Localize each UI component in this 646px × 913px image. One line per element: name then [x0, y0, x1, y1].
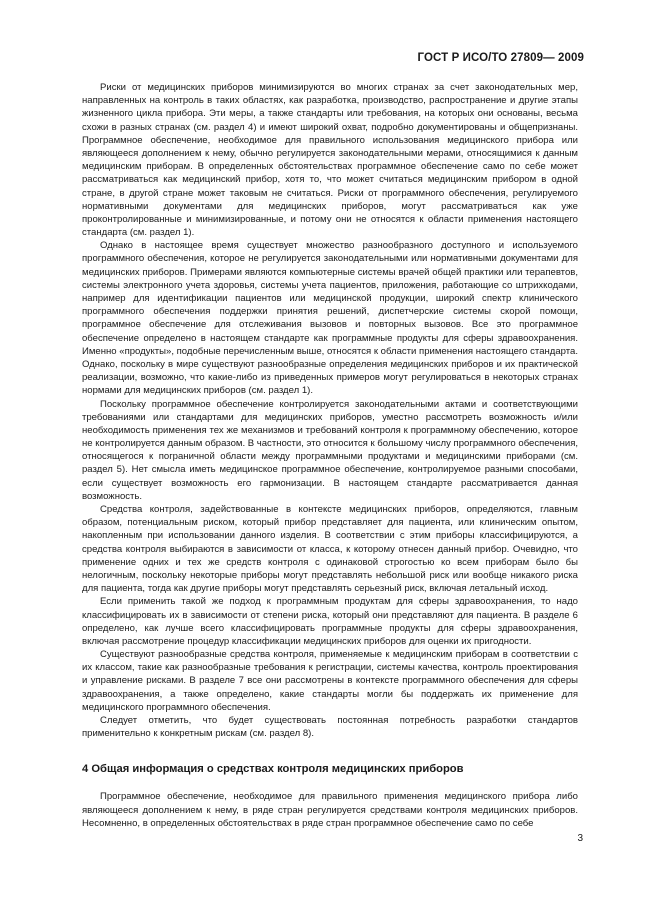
- standard-code-header: ГОСТ Р ИСО/ТО 27809— 2009: [417, 52, 584, 64]
- paragraph: Программное обеспечение, необходимое для правильного применения медицинского прибора либо являющееся дополнением к нему, в ряде стран регулируется средствами контроля медицинских приборов. Несомненно, в определенных обстоятельствах в ряде стран программное обеспечение само по себе: [82, 791, 578, 829]
- paragraph: Поскольку программное обеспечение контролируется законодательными актами и соответствующими требованиями или стандартами для медицинских приборов, уместно рассмотреть возможность и/или необходимость применения тех же механизмов и требований контроля к программному обеспечению, которое не контролируется данным образом. В частности, это относится к большому числу программного обеспечения, относящегося к пограничной области между программными продуктами и медицинскими приборами (см. раздел 5). Нет смысла иметь медицинское программное обеспечение, контролируемое разными способами, если существует возможность его гармонизации. В настоящем стандарте рассматривается данная возможность.: [82, 398, 579, 502]
- paragraph: Существуют разнообразные средства контроля, применяемые к медицинским приборам в соответствии с их классом, такие как разнообразные требования к регистрации, системы качества, контроль проектирования и управление рисками. В разделе 7 все они рассмотрены в контексте программного обеспечения для сферы здравоохранения, а также определено, какие стандарты могли бы поддержать их применение для медицинского программного обеспечения.: [82, 649, 578, 713]
- paragraph: Средства контроля, задействованные в контексте медицинских приборов, определяются, главным образом, потенциальным риском, который прибор представляет для пациента, или клиническим опытом, накопленным при использовании данного изделия. В соответствии с этим приборы классифицируются, а средства контроля выбираются в зависимости от класса, к которому отнесен данный прибор. Очевидно, что применение одних и тех же средств контроля с одинаковой строгостью ко всем приборам было бы нелогичным, поскольку некоторые приборы могут представлять небольшой риск или вообще никакого риска для пациента, тогда как другие приборы могут представлять серьезный риск, включая летальный исход.: [82, 504, 578, 595]
- paragraph: Однако в настоящее время существует множество разнообразного доступного и используемого программного обеспечения, которое не регулируется законодательными или нормативными документами для медицинских приборов. Примерами являются компьютерные системы врачей общей практики или терапевтов, системы электронного учета здоровья, системы учета пациентов, приложения, работающие со штрихкодами, например для идентификации пациентов или медицинской продукции, широкий спектр клинического программного обеспечения поддержки принятия решений, диспетчерские системы скорой помощи, программное обеспечение для отслеживания вызовов и повторных вызовов. Все это программное обеспечение определено в настоящем стандарте как программные продукты для сферы здравоохранения. Именно «продукты», подобные перечисленным выше, относятся к области применения настоящего стандарта. Однако, поскольку в мире существуют разнообразные определения медицинских приборов и их практической реализации, возможно, что какие-либо из приведенных примеров могут регулироваться в некоторых странах нормами для медицинских приборов (см. раздел 1).: [82, 240, 578, 397]
- page-number: 3: [577, 833, 583, 844]
- paragraph: Риски от медицинских приборов минимизируются во многих странах за счет законодательных мер, направленных на контроль в таких областях, как разработка, производство, распространение и другие этапы жизненного цикла прибора. Эти меры, а также стандарты или требования, на которых они основаны, весьма схожи в разных странах (см. раздел 4) и имеют широкий охват, подробно документированы и общепризнаны. Программное обеспечение, необходимое для правильного использования медицинского прибора или являющееся дополнением к нему, обычно регулируется законодательными мерами, относящимися к данным медицинским приборам. В определенных обстоятельствах программное обеспечение само по себе может рассматриваться как медицинский прибор, хотя то, что может считаться медицинским прибором в одной стране, в другой стране может таковым не считаться. Риски от программного обеспечения, регулируемого нормативными документами для медицинских приборов, могут рассматриваться как уже проконтролированные и минимизированные, и потому они не относятся к области применения настоящего стандарта (см. раздел 1).: [82, 82, 578, 239]
- document-body: [82, 81, 578, 830]
- section-heading: 4 Общая информация о средствах контроля медицинских приборов: [82, 763, 464, 776]
- paragraph: Следует отметить, что будет существовать постоянная потребность разработки стандартов применительно к конкретным рискам (см. раздел 8).: [82, 715, 578, 740]
- paragraph: Если применить такой же подход к программным продуктам для сферы здравоохранения, то надо классифицировать их в зависимости от степени риска, который они представляют для пациента. В разделе 6 определено, как лучше всего классифицировать программные продукты для сферы здравоохранения, включая рассмотрение процедур классификации медицинских приборов для оценки их пригодности.: [82, 596, 578, 647]
